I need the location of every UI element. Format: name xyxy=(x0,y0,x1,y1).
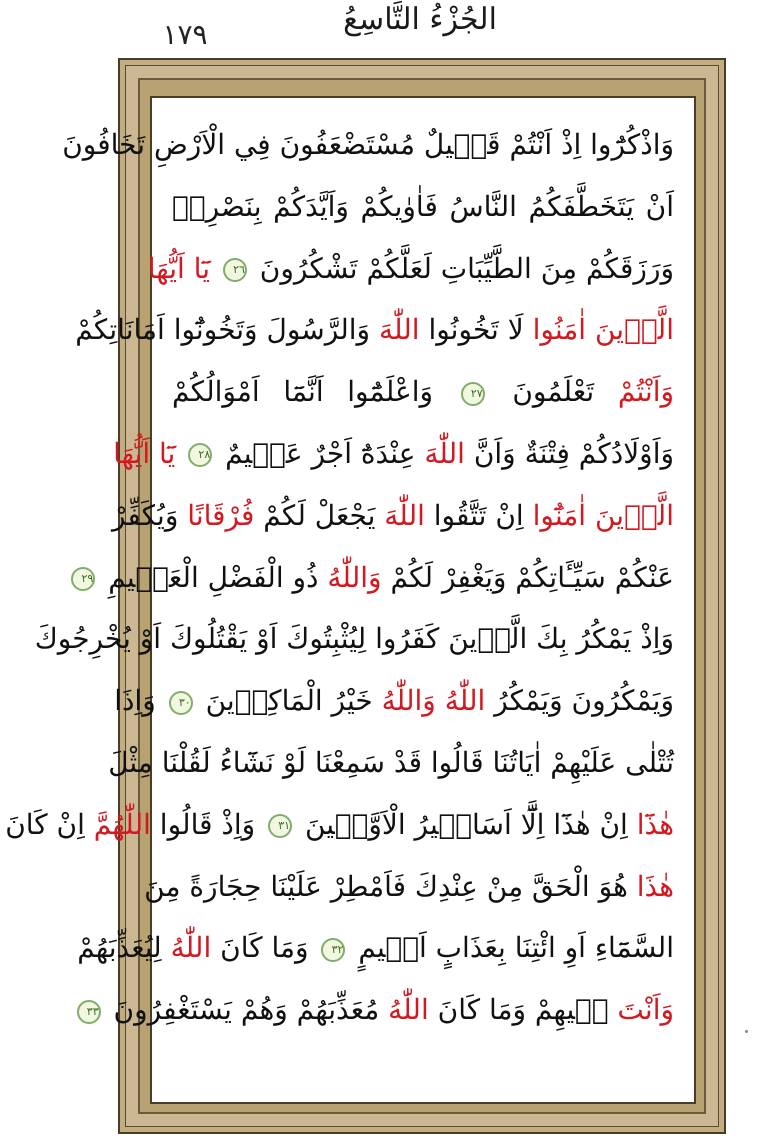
highlighted-word: اللّٰهَ xyxy=(384,498,425,532)
text-line xyxy=(172,361,674,423)
line-text: وَمَا كَانَ xyxy=(220,931,309,965)
verse-number-marker: ٢٦ xyxy=(223,258,247,282)
line-text: وَاَوْلَادُكُمْ فِتْنَةٌ وَاَنَّ xyxy=(473,436,674,470)
highlighted-word: الَّذ۪ينَ اٰمَنُٓوا xyxy=(532,498,674,532)
text-line xyxy=(34,608,674,670)
line-text: وَيَمْكُرُونَ وَيَمْكُرُ xyxy=(494,684,674,718)
line-text: ف۪يهِمْ وَمَا كَانَ xyxy=(437,993,609,1027)
line-text: وَيُكَفِّرْ xyxy=(111,498,179,532)
verse-number-marker: ٢٨ xyxy=(188,443,212,467)
line-text: وَاعْلَمُٓوا اَنَّمَٓا اَمْوَالُكُمْ xyxy=(172,375,433,409)
line-text: مُعَذِّبَهُمْ وَهُمْ يَسْتَغْفِرُونَ xyxy=(113,993,380,1027)
highlighted-word: وَاللّٰهُ xyxy=(381,684,436,718)
text-line xyxy=(113,423,674,485)
line-text: لِيُعَذِّبَهُمْ xyxy=(77,931,162,965)
verse-number-marker: ٣٣ xyxy=(77,1000,101,1024)
highlighted-word: وَاللّٰهُ xyxy=(327,560,382,594)
line-text: تَعْلَمُونَ xyxy=(512,375,595,409)
line-text: عِنْدَهُٓ اَجْرٌ عَظ۪يمٌ xyxy=(225,436,416,470)
text-lines xyxy=(5,114,674,1041)
verse-number-marker: ٣٠ xyxy=(169,691,193,715)
line-text: اِنْ هٰذَٓا اِلَّٓا اَسَاط۪يرُ الْاَوَّل۪ينَ xyxy=(304,807,628,841)
juz-title: الجُزْءُ التَّاسِعُ xyxy=(343,2,497,37)
text-line xyxy=(147,238,674,300)
line-text: وَاِذَا xyxy=(114,684,156,718)
text-panel xyxy=(5,96,696,1104)
highlighted-word: وَاَنْتَ xyxy=(617,993,674,1027)
line-text: وَاِذْ قَالُوا xyxy=(159,807,256,841)
text-line xyxy=(108,732,674,794)
highlighted-word: يَٓا اَيُّهَا xyxy=(113,436,176,470)
line-text: تُتْلٰى عَلَيْهِمْ اٰيَاتُنَا قَالُوا قَدْ سَمِعْنَا لَوْ نَشَٓاءُ لَقُلْنَا مِثْلَ xyxy=(108,745,674,779)
highlighted-word: اللّٰهُ xyxy=(444,684,486,718)
line-text: هُوَ الْحَقَّ مِنْ عِنْدِكَ فَاَمْطِرْ عَلَيْنَا حِجَارَةً مِنَ xyxy=(144,869,628,903)
line-text: وَاِذْ يَمْكُرُ بِكَ الَّذ۪ينَ كَفَرُوا لِيُثْبِتُوكَ اَوْ يَقْتُلُوكَ اَوْ يُخْرِجُوكَ xyxy=(34,622,674,656)
text-line xyxy=(114,670,674,732)
line-text: خَيْرُ الْمَاكِر۪ينَ xyxy=(205,684,373,718)
line-text: يَجْعَلْ لَكُمْ xyxy=(263,498,376,532)
line-text: لَا تَخُونُوا xyxy=(428,313,524,347)
verse-number-marker: ٣١ xyxy=(268,814,292,838)
text-line xyxy=(5,794,674,856)
text-line xyxy=(81,547,674,609)
highlighted-word: الَّذ۪ينَ اٰمَنُوا xyxy=(532,313,674,347)
line-text: عَنْكُمْ سَيِّـَٔاتِكُمْ وَيَغْفِرْ لَكُمْ xyxy=(390,560,674,594)
line-text: وَرَزَقَكُمْ مِنَ الطَّيِّبَاتِ لَعَلَّكُمْ تَشْكُرُونَ xyxy=(259,251,674,285)
line-text: اِنْ تَتَّقُوا xyxy=(433,498,524,532)
line-text: السَّمَٓاءِ اَوِ ائْتِنَا بِعَذَابٍ اَل۪يمٍ xyxy=(358,931,674,965)
highlighted-word: هٰذَٓا xyxy=(636,807,674,841)
line-text: اَنْ يَتَخَطَّفَكُمُ النَّاسُ فَاٰوٰيكُمْ وَاَيَّدَكُمْ بِنَصْرِه۪ xyxy=(172,189,674,223)
highlighted-word: هٰذَا xyxy=(636,869,674,903)
highlighted-word: اللّٰهَ xyxy=(378,313,420,347)
line-text: اِنْ كَانَ xyxy=(5,807,85,841)
verse-number-marker: ٢٧ xyxy=(461,382,485,406)
verse-number-marker: ٢٩ xyxy=(71,567,95,591)
highlighted-word: اللّٰهُمَّ xyxy=(93,807,151,841)
text-line xyxy=(144,856,674,918)
line-text: وَالرَّسُولَ وَتَخُونُٓوا اَمَانَاتِكُمْ xyxy=(75,313,371,347)
verse-number-marker: ٣٢ xyxy=(321,938,345,962)
highlighted-word: اللّٰهَ xyxy=(424,436,465,470)
highlighted-word: وَاَنْتُمْ xyxy=(617,375,674,409)
highlighted-word: اللّٰهُ xyxy=(170,931,212,965)
text-line xyxy=(172,176,674,238)
text-line xyxy=(111,485,674,547)
highlighted-word: فُرْقَانًا xyxy=(187,498,255,532)
margin-dot xyxy=(745,1030,748,1033)
text-line xyxy=(62,114,674,176)
text-line xyxy=(86,979,674,1041)
highlighted-word: يَٓا اَيُّهَا xyxy=(147,251,210,285)
line-text: ذُو الْفَضْلِ الْعَظ۪يمِ xyxy=(108,560,319,594)
text-line xyxy=(75,299,674,361)
text-line xyxy=(77,917,674,979)
highlighted-word: اللّٰهُ xyxy=(388,993,429,1027)
page-number: ١٧٩ xyxy=(162,18,208,51)
line-text: وَاذْكُرُٓوا اِذْ اَنْتُمْ قَل۪يلٌ مُسْتَضْعَفُونَ فِي الْاَرْضِ تَخَافُونَ xyxy=(62,128,674,161)
